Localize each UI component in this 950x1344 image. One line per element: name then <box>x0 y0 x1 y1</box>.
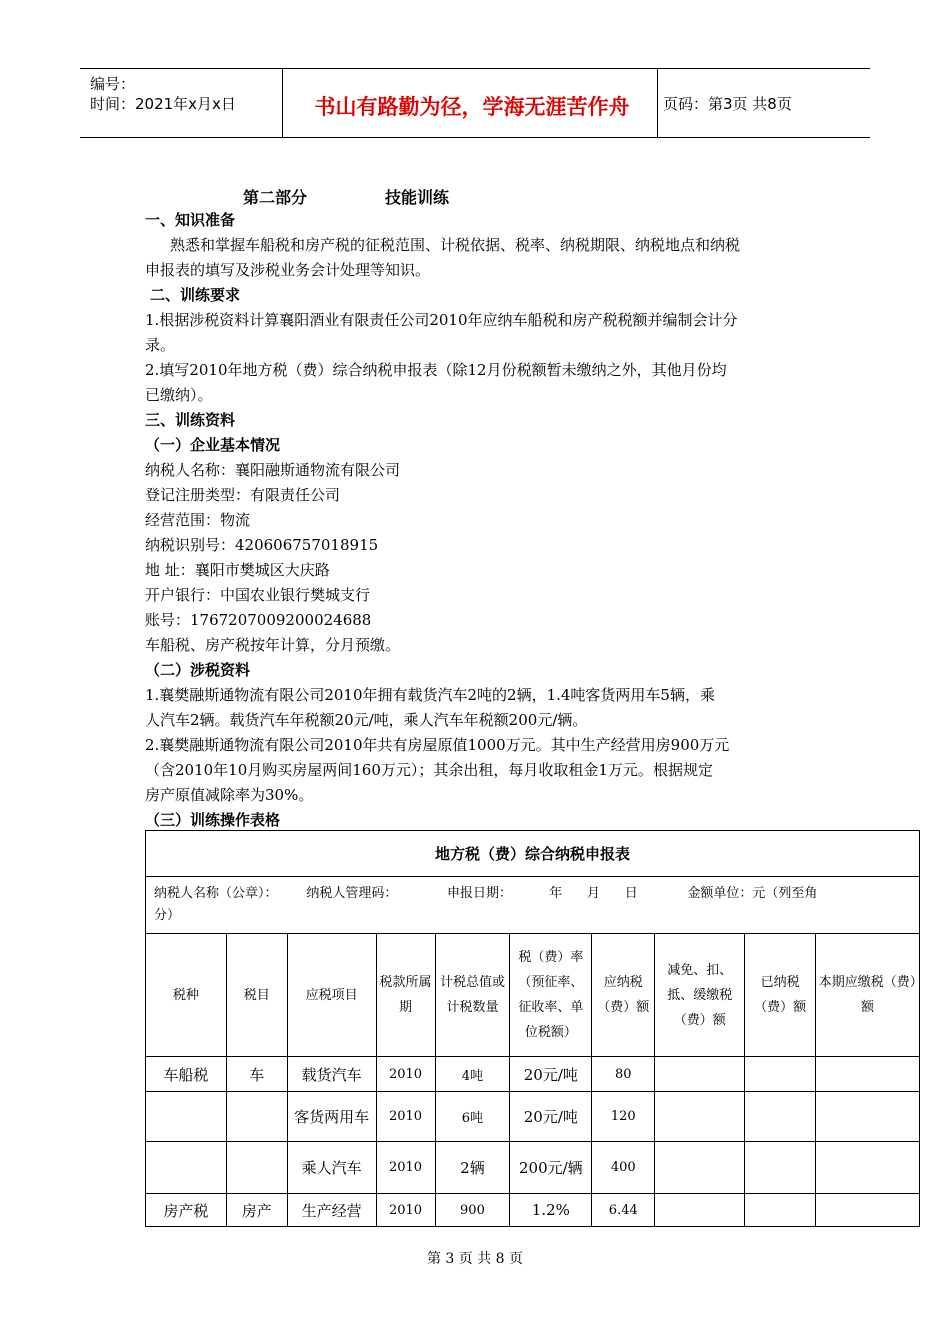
paragraph: 2.襄樊融斯通物流有限公司2010年共有房屋原值1000万元。其中生产经营用房900万元 <box>145 736 730 754</box>
paragraph: 1.襄樊融斯通物流有限公司2010年拥有载货汽车2吨的2辆，1.4吨客货两用车5辆，乘 <box>145 686 715 704</box>
column-header: 税（费）率（预征率、征收率、单位税额） <box>510 934 592 1057</box>
table-cell <box>745 1142 816 1194</box>
column-header: 税目 <box>226 934 287 1057</box>
column-header: 已纳税（费）额 <box>745 934 816 1057</box>
table-info-line: 纳税人名称（公章）： 纳税人管理码： 申报日期： 年 月 日 金额单位：元（列至角 <box>154 886 818 901</box>
table-cell: 20元/吨 <box>510 1092 592 1142</box>
paragraph: 已缴纳）。 <box>145 386 213 404</box>
table-cell: 80 <box>592 1057 655 1092</box>
table-cell: 400 <box>592 1142 655 1194</box>
company-name: 纳税人名称：襄阳融斯通物流有限公司 <box>145 461 401 479</box>
section-heading: 三、训练资料 <box>145 411 236 429</box>
subsection-heading: （一）企业基本情况 <box>145 436 281 454</box>
column-header: 本期应缴税（费）额 <box>816 934 920 1057</box>
column-header: 减免、扣、抵、缓缴税（费）额 <box>655 934 745 1057</box>
paragraph: 2.填写2010年地方税（费）综合纳税申报表（除12月份税额暂未缴纳之外，其他月份均 <box>145 361 727 379</box>
header-motto: 书山有路勤为径，学海无涯苦作舟 <box>314 95 630 119</box>
note: 车船税、房产税按年计算，分月预缴。 <box>145 636 401 654</box>
table-cell <box>226 1142 287 1194</box>
table-row <box>146 1142 920 1194</box>
subsection-heading: （二）涉税资料 <box>145 661 251 679</box>
table-cell: 车船税 <box>146 1057 227 1092</box>
column-header: 应税项目 <box>287 934 376 1057</box>
header-number: 编号： <box>90 75 136 93</box>
table-cell <box>146 1092 227 1142</box>
table-cell: 1.2% <box>510 1194 592 1227</box>
table-cell <box>745 1092 816 1142</box>
bank: 开户银行：中国农业银行樊城支行 <box>145 586 371 604</box>
header-time: 时间：2021年x月x日 <box>90 95 236 113</box>
tax-return-table <box>145 830 920 1227</box>
section-heading: 一、知识准备 <box>145 211 236 229</box>
table-header-row <box>146 934 920 1057</box>
section-heading: 二、训练要求 <box>150 286 241 304</box>
column-header: 税款所属期 <box>376 934 435 1057</box>
paragraph: 熟悉和掌握车船税和房产税的征税范围、计税依据、税率、纳税期限、纳税地点和纳税 <box>170 236 741 254</box>
address: 地 址：襄阳市樊城区大庆路 <box>145 561 330 579</box>
table-title: 地方税（费）综合纳税申报表 <box>146 831 920 877</box>
table-cell <box>655 1092 745 1142</box>
table-cell: 2010 <box>376 1057 435 1092</box>
table-cell: 乘人汽车 <box>287 1142 376 1194</box>
table-cell <box>816 1142 920 1194</box>
part-title: 第二部分 <box>243 188 308 207</box>
table-cell: 载货汽车 <box>287 1057 376 1092</box>
table-cell: 4吨 <box>435 1057 510 1092</box>
business-scope: 经营范围：物流 <box>145 511 251 529</box>
table-cell: 6.44 <box>592 1194 655 1227</box>
table-info <box>146 877 920 934</box>
header-page: 页码：第3页 共8页 <box>663 95 792 113</box>
account-number: 账号：1767207009200024688 <box>145 611 372 629</box>
table-cell: 生产经营 <box>287 1194 376 1227</box>
table-cell <box>745 1057 816 1092</box>
column-header: 税种 <box>146 934 227 1057</box>
table-cell: 房产 <box>226 1194 287 1227</box>
registration-type: 登记注册类型：有限责任公司 <box>145 486 341 504</box>
paragraph: 1.根据涉税资料计算襄阳酒业有限责任公司2010年应纳车船税和房产税税额并编制会计分 <box>145 311 738 329</box>
column-header: 应纳税（费）额 <box>592 934 655 1057</box>
paragraph: （含2010年10月购买房屋两间160万元）；其余出租，每月收取租金1万元。根据规定 <box>145 761 713 779</box>
column-header: 计税总值或计税数量 <box>435 934 510 1057</box>
paragraph: 人汽车2辆。载货汽车年税额20元/吨，乘人汽车年税额200元/辆。 <box>145 711 588 729</box>
header-divider <box>282 69 283 137</box>
table-cell: 2010 <box>376 1092 435 1142</box>
table-row <box>146 1194 920 1227</box>
table-cell <box>146 1142 227 1194</box>
table-cell <box>816 1057 920 1092</box>
table-cell: 200元/辆 <box>510 1142 592 1194</box>
subsection-heading: （三）训练操作表格 <box>145 811 281 829</box>
paragraph: 房产原值减除率为30%。 <box>145 786 314 804</box>
table-cell: 2010 <box>376 1142 435 1194</box>
table-cell <box>226 1092 287 1142</box>
table-cell <box>655 1142 745 1194</box>
table-cell <box>816 1092 920 1142</box>
page-footer: 第 3 页 共 8 页 <box>426 1251 524 1267</box>
tax-id: 纳税识别号：420606757018915 <box>145 536 379 554</box>
table-cell: 120 <box>592 1092 655 1142</box>
table-cell: 客货两用车 <box>287 1092 376 1142</box>
paragraph: 申报表的填写及涉税业务会计处理等知识。 <box>145 261 431 279</box>
table-cell <box>655 1194 745 1227</box>
page-header <box>80 68 870 138</box>
table-cell: 车 <box>226 1057 287 1092</box>
table-cell <box>655 1057 745 1092</box>
table-cell: 20元/吨 <box>510 1057 592 1092</box>
table-cell: 6吨 <box>435 1092 510 1142</box>
paragraph: 录。 <box>145 336 176 354</box>
table-row <box>146 1092 920 1142</box>
table-cell: 房产税 <box>146 1194 227 1227</box>
part-subtitle: 技能训练 <box>385 188 450 207</box>
table-cell: 900 <box>435 1194 510 1227</box>
table-info-line: 分） <box>154 908 181 923</box>
table-cell: 2辆 <box>435 1142 510 1194</box>
table-cell <box>816 1194 920 1227</box>
table-cell <box>745 1194 816 1227</box>
table-cell: 2010 <box>376 1194 435 1227</box>
table-row <box>146 1057 920 1092</box>
